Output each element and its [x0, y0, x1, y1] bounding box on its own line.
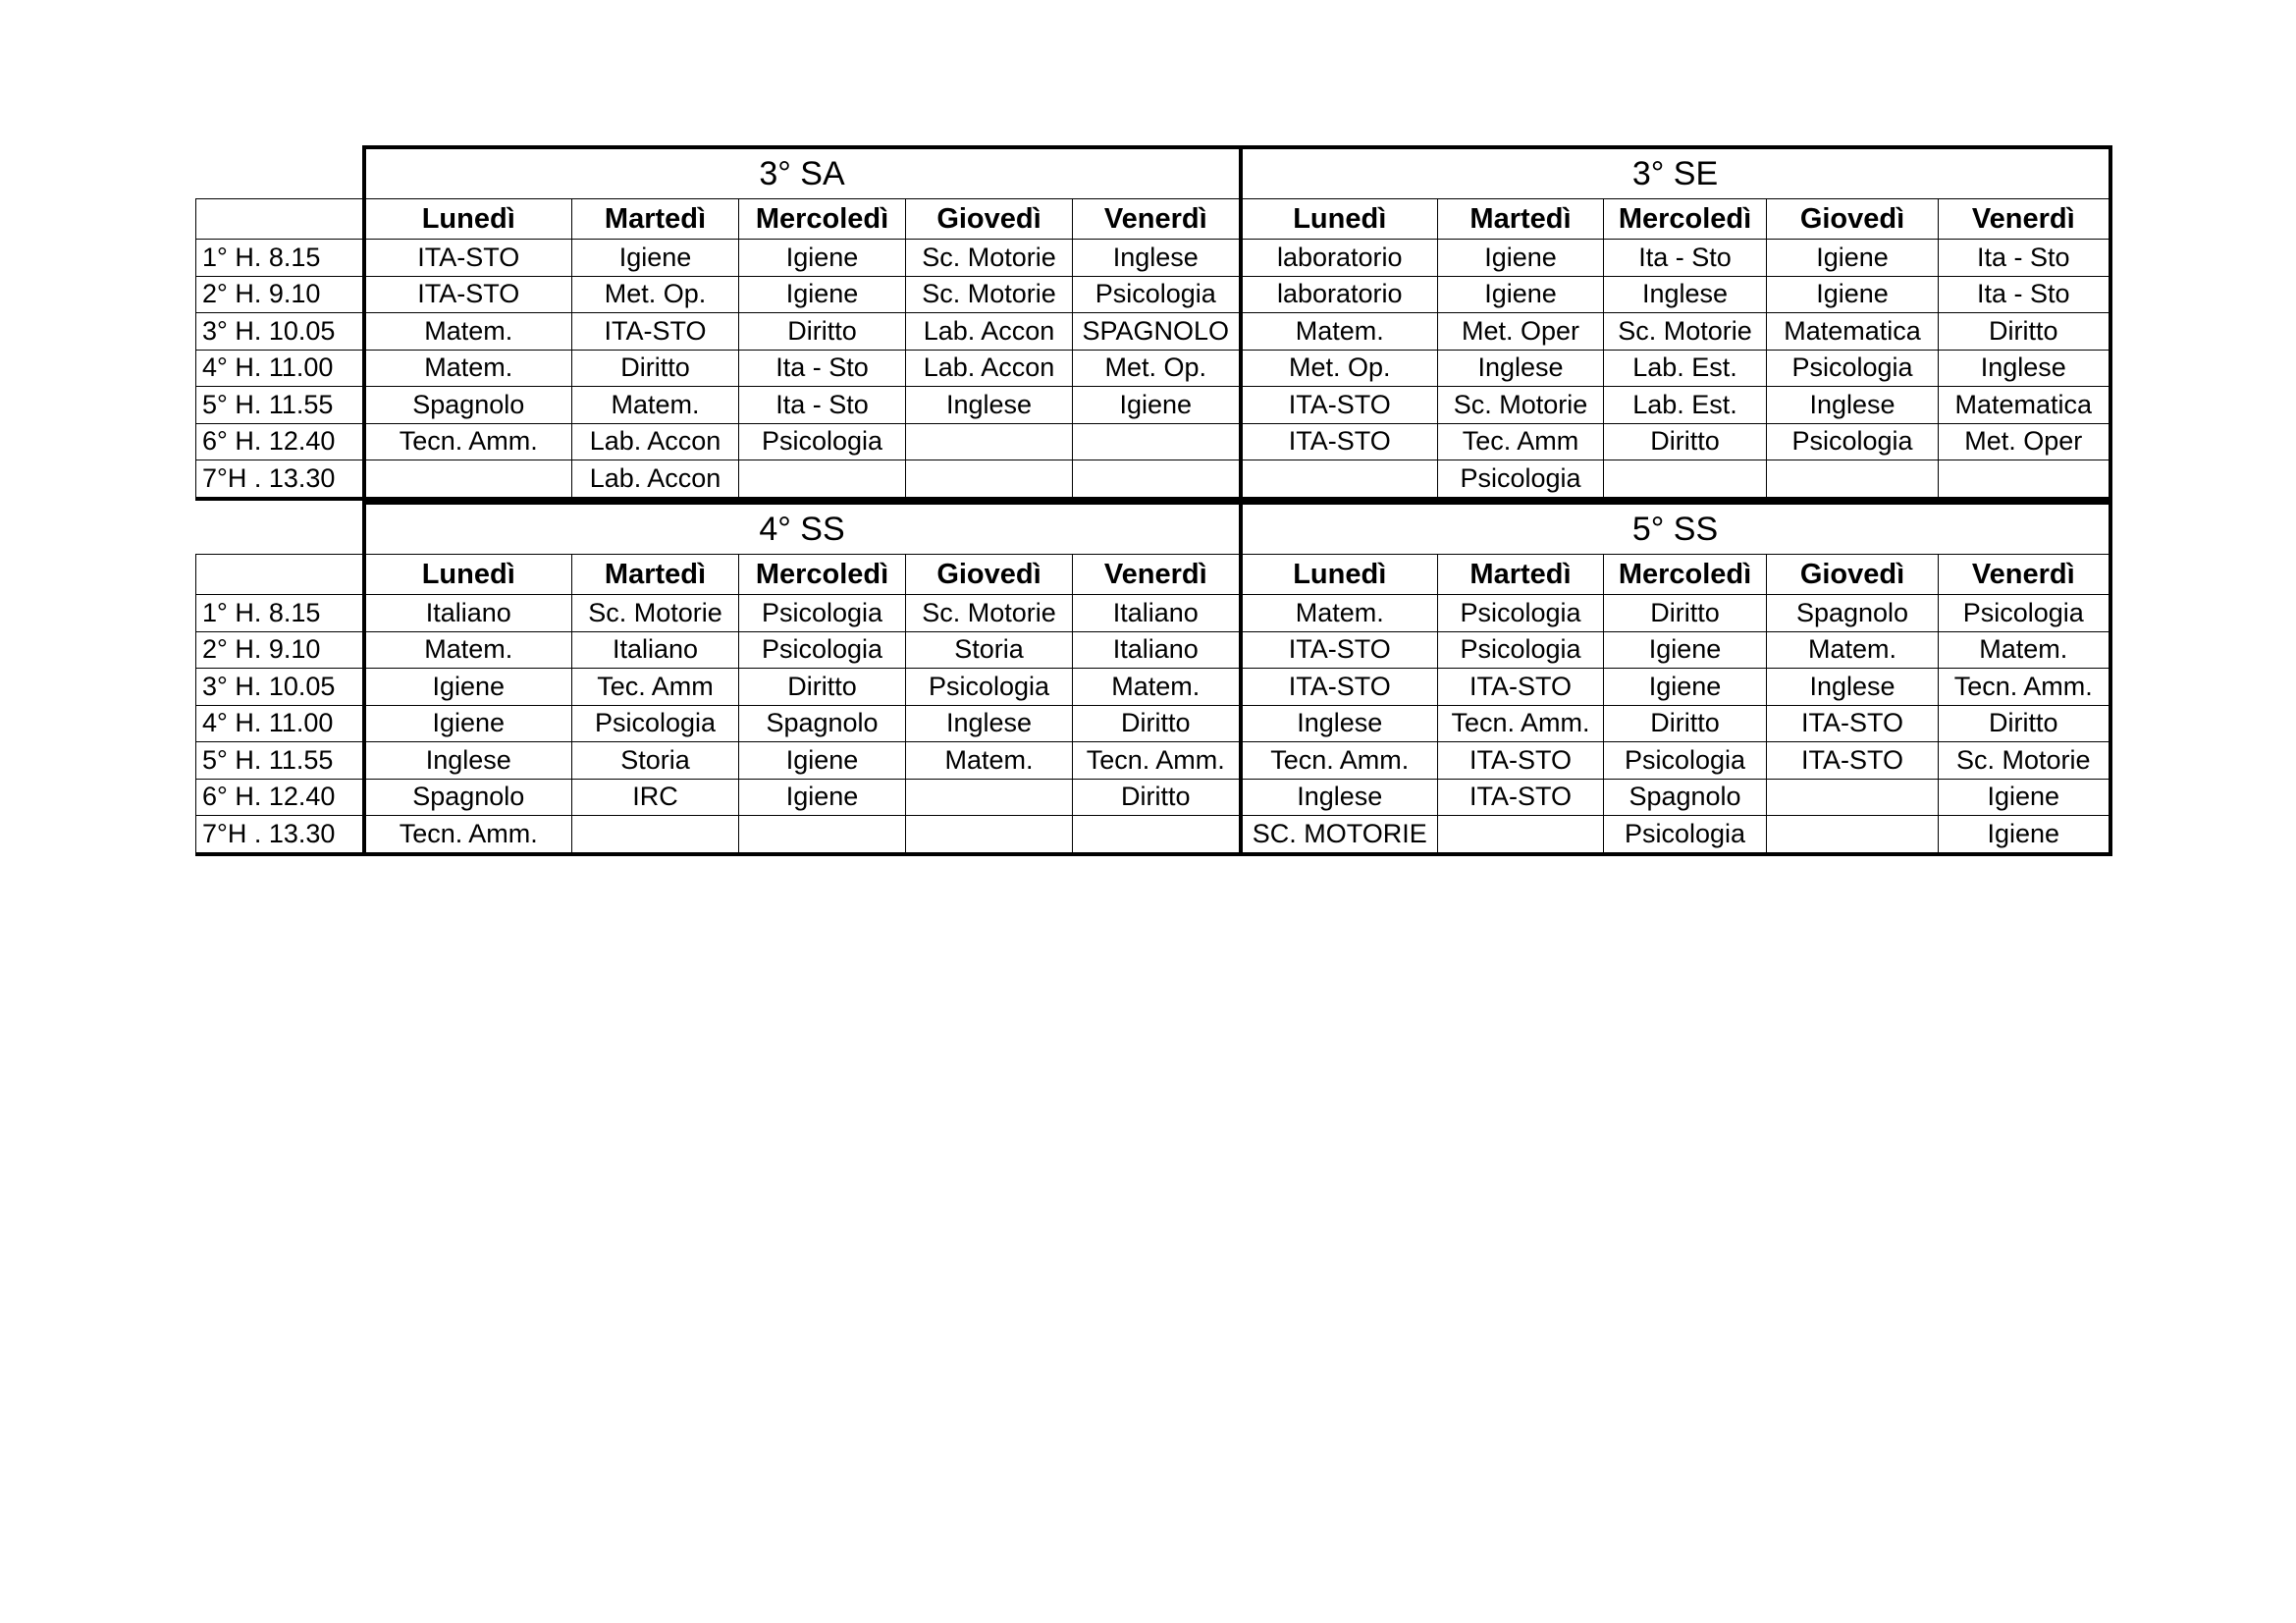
hour-header-cell [196, 199, 364, 240]
lesson-cell: Tecn. Amm. [364, 423, 572, 460]
lesson-cell: Met. Oper [1939, 423, 2110, 460]
schedule-row [196, 816, 2110, 854]
lesson-cell: Psicologia [739, 423, 906, 460]
timetable-bottom [195, 501, 2112, 856]
lesson-cell: Inglese [1438, 350, 1604, 387]
lesson-cell: Igiene [1767, 276, 1939, 313]
day-header-c3sa-0: Lunedì [364, 199, 572, 240]
hour-label: 3° H. 10.05 [196, 669, 364, 706]
lesson-cell: Psicologia [1438, 460, 1604, 499]
lesson-cell [906, 779, 1073, 816]
lesson-cell: Psicologia [739, 631, 906, 669]
lesson-cell: Tecn. Amm. [1241, 742, 1438, 780]
lesson-cell [364, 460, 572, 499]
lesson-cell [906, 423, 1073, 460]
lesson-cell [572, 816, 739, 854]
hour-label: 7°H . 13.30 [196, 460, 364, 499]
lesson-cell: ITA-STO [572, 313, 739, 351]
lesson-cell: Italiano [572, 631, 739, 669]
day-header-c3se-0: Lunedì [1241, 199, 1438, 240]
lesson-cell: Psicologia [1767, 350, 1939, 387]
day-header-c5ss-0: Lunedì [1241, 555, 1438, 595]
lesson-cell: ITA-STO [1767, 705, 1939, 742]
empty-corner [196, 503, 364, 555]
lesson-cell: laboratorio [1241, 240, 1438, 277]
lesson-cell: Spagnolo [1604, 779, 1767, 816]
lesson-cell: Ita - Sto [739, 387, 906, 424]
day-header-row [196, 555, 2110, 595]
day-header-c4ss-0: Lunedì [364, 555, 572, 595]
lesson-cell: Sc. Motorie [1939, 742, 2110, 780]
lesson-cell [1438, 816, 1604, 854]
lesson-cell [739, 816, 906, 854]
lesson-cell: Matem. [1241, 595, 1438, 632]
lesson-cell: Spagnolo [1767, 595, 1939, 632]
lesson-cell: Diritto [1939, 313, 2110, 351]
lesson-cell: Matem. [364, 313, 572, 351]
lesson-cell: Diritto [1073, 705, 1241, 742]
lesson-cell: Inglese [1241, 705, 1438, 742]
schedule-row [196, 240, 2110, 277]
day-header-c5ss-2: Mercoledì [1604, 555, 1767, 595]
class-title-row [196, 147, 2110, 199]
lesson-cell [1767, 816, 1939, 854]
day-header-c5ss-4: Venerdì [1939, 555, 2110, 595]
hour-label: 1° H. 8.15 [196, 595, 364, 632]
lesson-cell: Matem. [364, 350, 572, 387]
lesson-cell: Igiene [1604, 669, 1767, 706]
lesson-cell: Diritto [739, 669, 906, 706]
schedule-row [196, 705, 2110, 742]
day-header-c5ss-3: Giovedì [1767, 555, 1939, 595]
lesson-cell: Diritto [739, 313, 906, 351]
lesson-cell: ITA-STO [1438, 742, 1604, 780]
lesson-cell: Igiene [739, 276, 906, 313]
lesson-cell: ITA-STO [364, 240, 572, 277]
lesson-cell: Sc. Motorie [906, 240, 1073, 277]
class-title-row [196, 503, 2110, 555]
lesson-cell: Met. Op. [1073, 350, 1241, 387]
lesson-cell: Psicologia [572, 705, 739, 742]
day-header-c3sa-4: Venerdì [1073, 199, 1241, 240]
day-header-c3se-3: Giovedì [1767, 199, 1939, 240]
lesson-cell: Matem. [1241, 313, 1438, 351]
lesson-cell: laboratorio [1241, 276, 1438, 313]
schedule-row [196, 350, 2110, 387]
hour-label: 7°H . 13.30 [196, 816, 364, 854]
hour-label: 3° H. 10.05 [196, 313, 364, 351]
lesson-cell: Italiano [364, 595, 572, 632]
lesson-cell: Inglese [1604, 276, 1767, 313]
lesson-cell: Diritto [1604, 423, 1767, 460]
lesson-cell: Matem. [364, 631, 572, 669]
lesson-cell: ITA-STO [1438, 669, 1604, 706]
lesson-cell: Igiene [572, 240, 739, 277]
lesson-cell: Spagnolo [739, 705, 906, 742]
lesson-cell: Tec. Amm [1438, 423, 1604, 460]
lesson-cell: Lab. Accon [572, 423, 739, 460]
day-header-c3se-4: Venerdì [1939, 199, 2110, 240]
lesson-cell: Psicologia [739, 595, 906, 632]
lesson-cell: Inglese [1939, 350, 2110, 387]
lesson-cell: Igiene [1438, 240, 1604, 277]
lesson-cell: Inglese [906, 705, 1073, 742]
lesson-cell: ITA-STO [1241, 423, 1438, 460]
lesson-cell: Ita - Sto [1939, 276, 2110, 313]
lesson-cell [1241, 460, 1438, 499]
day-header-row [196, 199, 2110, 240]
lesson-cell: Tec. Amm [572, 669, 739, 706]
lesson-cell: Igiene [1604, 631, 1767, 669]
lesson-cell [1767, 460, 1939, 499]
hour-label: 4° H. 11.00 [196, 705, 364, 742]
class-title-c3se: 3° SE [1241, 147, 2110, 199]
lesson-cell: Psicologia [1604, 816, 1767, 854]
lesson-cell: Sc. Motorie [1438, 387, 1604, 424]
day-header-c4ss-2: Mercoledì [739, 555, 906, 595]
schedule-row [196, 276, 2110, 313]
lesson-cell: Tecn. Amm. [1939, 669, 2110, 706]
lesson-cell: Igiene [364, 669, 572, 706]
lesson-cell: Lab. Accon [572, 460, 739, 499]
lesson-cell [1767, 779, 1939, 816]
lesson-cell: Storia [572, 742, 739, 780]
lesson-cell: Matem. [1767, 631, 1939, 669]
day-header-c4ss-1: Martedì [572, 555, 739, 595]
hour-label: 2° H. 9.10 [196, 276, 364, 313]
lesson-cell: Matem. [1073, 669, 1241, 706]
hour-label: 6° H. 12.40 [196, 423, 364, 460]
schedule-row [196, 669, 2110, 706]
lesson-cell: Tecn. Amm. [1438, 705, 1604, 742]
lesson-cell: Igiene [364, 705, 572, 742]
lesson-cell [906, 460, 1073, 499]
lesson-cell: Tecn. Amm. [1073, 742, 1241, 780]
lesson-cell: Matem. [906, 742, 1073, 780]
lesson-cell: Spagnolo [364, 779, 572, 816]
lesson-cell: Psicologia [1438, 595, 1604, 632]
lesson-cell: Psicologia [1604, 742, 1767, 780]
schedule-row [196, 387, 2110, 424]
lesson-cell: Matematica [1767, 313, 1939, 351]
lesson-cell: Ita - Sto [739, 350, 906, 387]
lesson-cell: Lab. Accon [906, 350, 1073, 387]
timetable-top [195, 145, 2112, 501]
lesson-cell: Igiene [1939, 779, 2110, 816]
class-title-c5ss: 5° SS [1241, 503, 2110, 555]
lesson-cell: Ita - Sto [1939, 240, 2110, 277]
lesson-cell: ITA-STO [1241, 387, 1438, 424]
schedule-row [196, 742, 2110, 780]
day-header-c3sa-2: Mercoledì [739, 199, 906, 240]
day-header-c3se-1: Martedì [1438, 199, 1604, 240]
lesson-cell: Met. Oper [1438, 313, 1604, 351]
day-header-c3sa-3: Giovedì [906, 199, 1073, 240]
lesson-cell: Italiano [1073, 631, 1241, 669]
lesson-cell [1604, 460, 1767, 499]
day-header-c4ss-3: Giovedì [906, 555, 1073, 595]
lesson-cell: Italiano [1073, 595, 1241, 632]
schedule-row [196, 595, 2110, 632]
lesson-cell [1073, 423, 1241, 460]
lesson-cell [1073, 816, 1241, 854]
lesson-cell: ITA-STO [364, 276, 572, 313]
lesson-cell: ITA-STO [1241, 669, 1438, 706]
lesson-cell [1939, 460, 2110, 499]
lesson-cell: Matematica [1939, 387, 2110, 424]
hour-label: 1° H. 8.15 [196, 240, 364, 277]
lesson-cell: Met. Op. [572, 276, 739, 313]
schedule-row [196, 460, 2110, 499]
lesson-cell: SPAGNOLO [1073, 313, 1241, 351]
lesson-cell: Sc. Motorie [906, 276, 1073, 313]
lesson-cell: Storia [906, 631, 1073, 669]
hour-label: 5° H. 11.55 [196, 387, 364, 424]
lesson-cell: Psicologia [1767, 423, 1939, 460]
schedule-row [196, 313, 2110, 351]
day-header-c3sa-1: Martedì [572, 199, 739, 240]
lesson-cell: Matem. [572, 387, 739, 424]
lesson-cell: Psicologia [1939, 595, 2110, 632]
lesson-cell: Lab. Est. [1604, 350, 1767, 387]
hour-label: 2° H. 9.10 [196, 631, 364, 669]
lesson-cell: Igiene [1939, 816, 2110, 854]
timetable-block-bottom [195, 501, 2112, 856]
lesson-cell: ITA-STO [1241, 631, 1438, 669]
hour-label: 4° H. 11.00 [196, 350, 364, 387]
empty-corner [196, 147, 364, 199]
lesson-cell: Tecn. Amm. [364, 816, 572, 854]
lesson-cell: SC. MOTORIE [1241, 816, 1438, 854]
lesson-cell: Inglese [1241, 779, 1438, 816]
lesson-cell: Sc. Motorie [906, 595, 1073, 632]
lesson-cell: Diritto [572, 350, 739, 387]
schedule-row [196, 779, 2110, 816]
lesson-cell: Inglese [1767, 669, 1939, 706]
day-header-c3se-2: Mercoledì [1604, 199, 1767, 240]
lesson-cell: Sc. Motorie [1604, 313, 1767, 351]
schedule-row [196, 423, 2110, 460]
lesson-cell: ITA-STO [1438, 779, 1604, 816]
lesson-cell [1073, 460, 1241, 499]
lesson-cell: ITA-STO [1767, 742, 1939, 780]
lesson-cell: Igiene [1073, 387, 1241, 424]
lesson-cell: Inglese [1073, 240, 1241, 277]
day-header-c4ss-4: Venerdì [1073, 555, 1241, 595]
lesson-cell: Igiene [739, 779, 906, 816]
lesson-cell: Igiene [1438, 276, 1604, 313]
hour-label: 6° H. 12.40 [196, 779, 364, 816]
lesson-cell: Diritto [1073, 779, 1241, 816]
class-title-c3sa: 3° SA [364, 147, 1241, 199]
hour-label: 5° H. 11.55 [196, 742, 364, 780]
lesson-cell: Lab. Accon [906, 313, 1073, 351]
timetable-block-top [195, 145, 2112, 501]
lesson-cell: Diritto [1939, 705, 2110, 742]
lesson-cell: Met. Op. [1241, 350, 1438, 387]
lesson-cell: Igiene [739, 240, 906, 277]
lesson-cell: Inglese [906, 387, 1073, 424]
lesson-cell: Inglese [1767, 387, 1939, 424]
lesson-cell: Sc. Motorie [572, 595, 739, 632]
class-title-c4ss: 4° SS [364, 503, 1241, 555]
lesson-cell [906, 816, 1073, 854]
lesson-cell [739, 460, 906, 499]
lesson-cell: Ita - Sto [1604, 240, 1767, 277]
lesson-cell: Matem. [1939, 631, 2110, 669]
lesson-cell: Inglese [364, 742, 572, 780]
lesson-cell: Psicologia [1073, 276, 1241, 313]
lesson-cell: Spagnolo [364, 387, 572, 424]
lesson-cell: Igiene [739, 742, 906, 780]
lesson-cell: IRC [572, 779, 739, 816]
lesson-cell: Diritto [1604, 595, 1767, 632]
lesson-cell: Igiene [1767, 240, 1939, 277]
schedule-row [196, 631, 2110, 669]
day-header-c5ss-1: Martedì [1438, 555, 1604, 595]
lesson-cell: Diritto [1604, 705, 1767, 742]
lesson-cell: Psicologia [906, 669, 1073, 706]
lesson-cell: Psicologia [1438, 631, 1604, 669]
hour-header-cell [196, 555, 364, 595]
lesson-cell: Lab. Est. [1604, 387, 1767, 424]
